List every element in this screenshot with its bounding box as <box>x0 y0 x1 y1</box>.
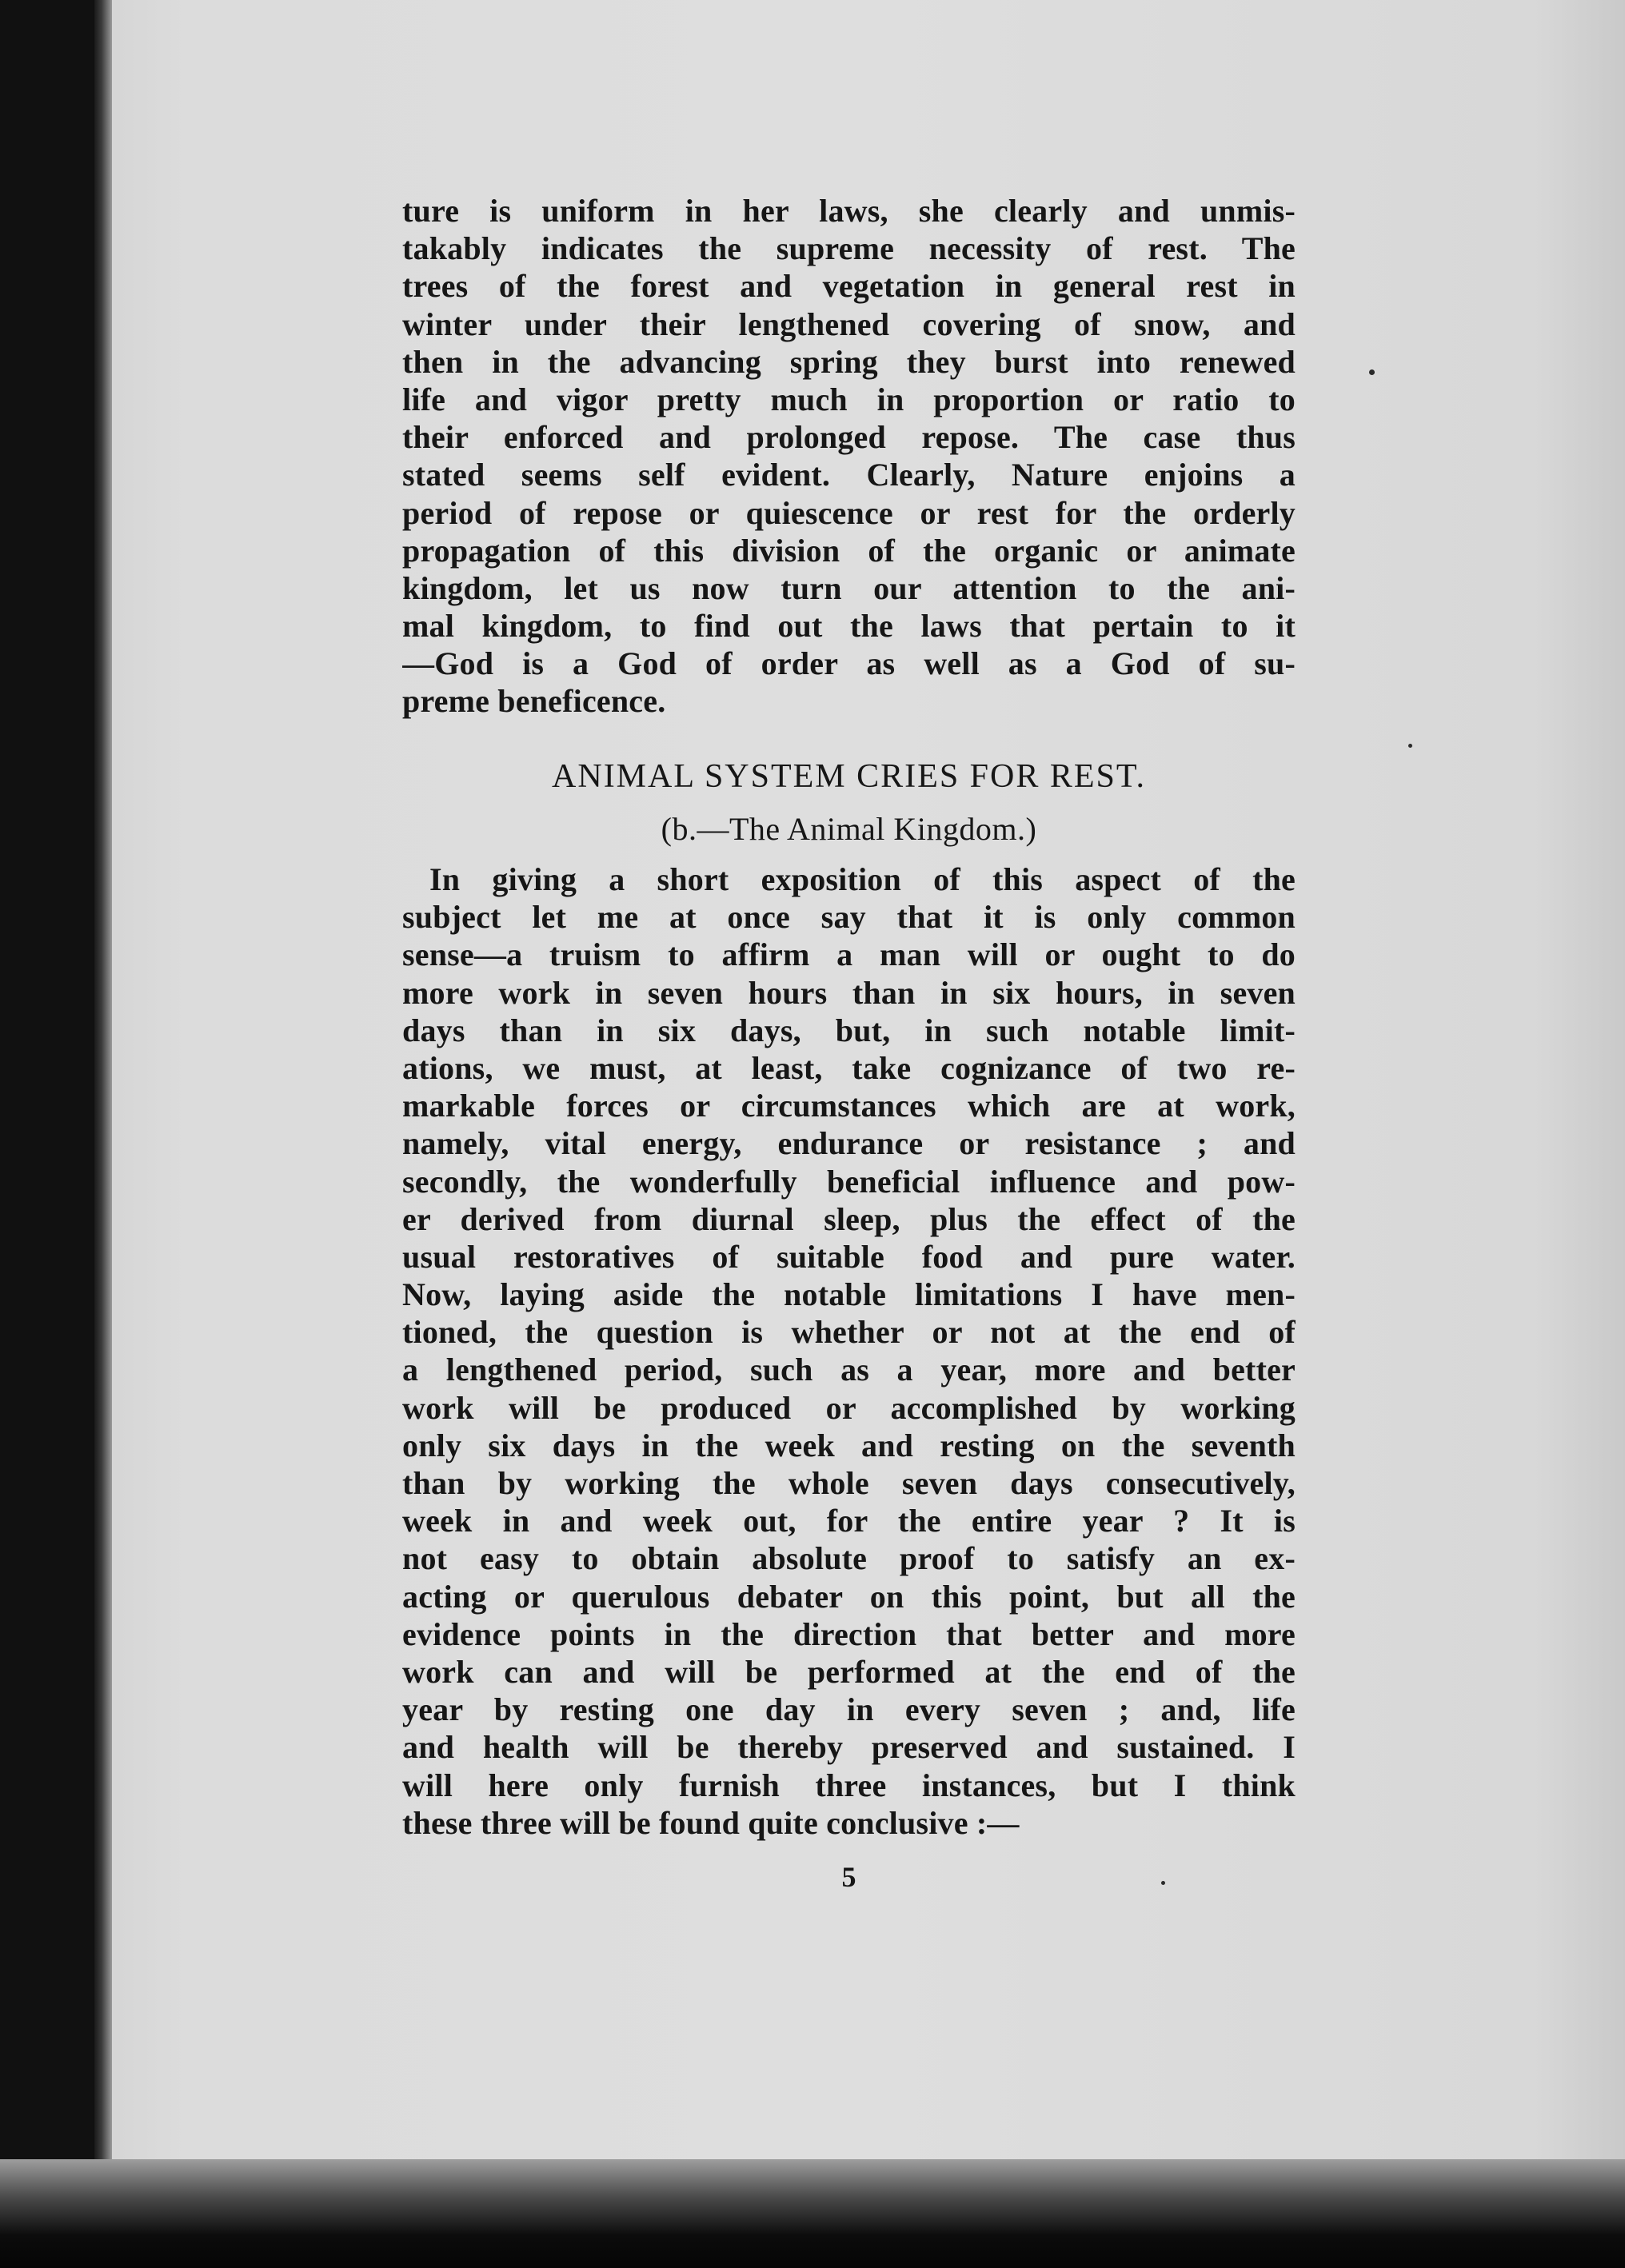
section-subheading: (b.—The Animal Kingdom.) <box>661 811 1037 847</box>
page-number: 5 <box>841 1861 856 1893</box>
text-line: namely, vital energy, endurance or resistance ; and <box>402 1125 1296 1162</box>
text-line: only six days in the week and resting on the seventh <box>402 1427 1296 1463</box>
text-line: markable forces or circumstances which are at work, <box>402 1088 1296 1124</box>
section-heading: ANIMAL SYSTEM CRIES FOR REST. <box>552 758 1146 795</box>
text-line: ture is uniform in her laws, she clearly and unmis- <box>402 193 1296 229</box>
text-line: In giving a short exposition of this aspect of the <box>429 861 1296 897</box>
text-line: secondly, the wonderfully beneficial influence and pow- <box>402 1163 1296 1200</box>
text-line: more work in seven hours than in six hours, in seven <box>402 974 1296 1011</box>
scan-speck <box>1408 744 1412 748</box>
text-line: usual restoratives of suitable food and pure water. <box>402 1238 1296 1275</box>
text-line: mal kingdom, to find out the laws that pertain to it <box>402 608 1296 645</box>
text-line: sense—a truism to affirm a man will or ought to do <box>402 936 1296 973</box>
text-line: period of repose or quiescence or rest for the orderly <box>402 494 1296 531</box>
scan-speck <box>1161 1881 1165 1885</box>
text-line: evidence points in the direction that better and more <box>402 1615 1296 1652</box>
scan-speck <box>1369 369 1375 375</box>
text-line: and health will be thereby preserved and sustained. I <box>402 1729 1296 1766</box>
text-line: year by resting one day in every seven ; and, life <box>402 1691 1296 1728</box>
text-line: week in and week out, for the entire year ? It is <box>402 1503 1296 1539</box>
text-line: er derived from diurnal sleep, plus the effect of the <box>402 1200 1296 1237</box>
text-line: than by working the whole seven days consecutively, <box>402 1465 1296 1501</box>
text-line: tioned, the question is whether or not at the end of <box>402 1314 1296 1351</box>
text-line: takably indicates the supreme necessity of rest. The <box>402 230 1296 267</box>
text-line: subject let me at once say that it is only common <box>402 899 1296 936</box>
text-line: propagation of this division of the organic or animate <box>402 532 1296 569</box>
text-line: acting or querulous debater on this point, but all the <box>402 1578 1296 1615</box>
text-line: Now, laying aside the notable limitations I have men- <box>402 1276 1296 1313</box>
scan-bottom-shadow <box>0 2159 1625 2268</box>
paragraph-2 <box>402 860 1296 1842</box>
paragraph-1 <box>402 192 1296 721</box>
text-line: not easy to obtain absolute proof to satisfy an ex- <box>402 1540 1296 1577</box>
text-line: —God is a God of order as well as a God of su- <box>402 645 1296 682</box>
text-line: will here only furnish three instances, but I think <box>402 1767 1296 1803</box>
text-line: their enforced and prolonged repose. The case thus <box>402 419 1296 456</box>
text-line: these three will be found quite conclusive :— <box>402 1804 1020 1841</box>
text-line: kingdom, let us now turn our attention to the ani- <box>402 569 1296 606</box>
text-line: work can and will be performed at the end of the <box>402 1653 1296 1690</box>
text-line: days than in six days, but, in such notable limit- <box>402 1012 1296 1048</box>
text-line: work will be produced or accomplished by working <box>402 1389 1296 1426</box>
text-line: stated seems self evident. Clearly, Nature enjoins a <box>402 457 1296 493</box>
text-line: preme beneficence. <box>402 683 666 720</box>
text-line: trees of the forest and vegetation in general rest in <box>402 268 1296 305</box>
text-line: winter under their lengthened covering of snow, and <box>402 305 1296 342</box>
text-line: a lengthened period, such as a year, more and better <box>402 1352 1296 1388</box>
page-binding-edge <box>94 0 112 2191</box>
text-line: life and vigor pretty much in proportion or ratio to <box>402 381 1296 417</box>
text-line: ations, we must, at least, take cognizance of two re- <box>402 1049 1296 1086</box>
text-line: then in the advancing spring they burst into renewed <box>402 343 1296 380</box>
